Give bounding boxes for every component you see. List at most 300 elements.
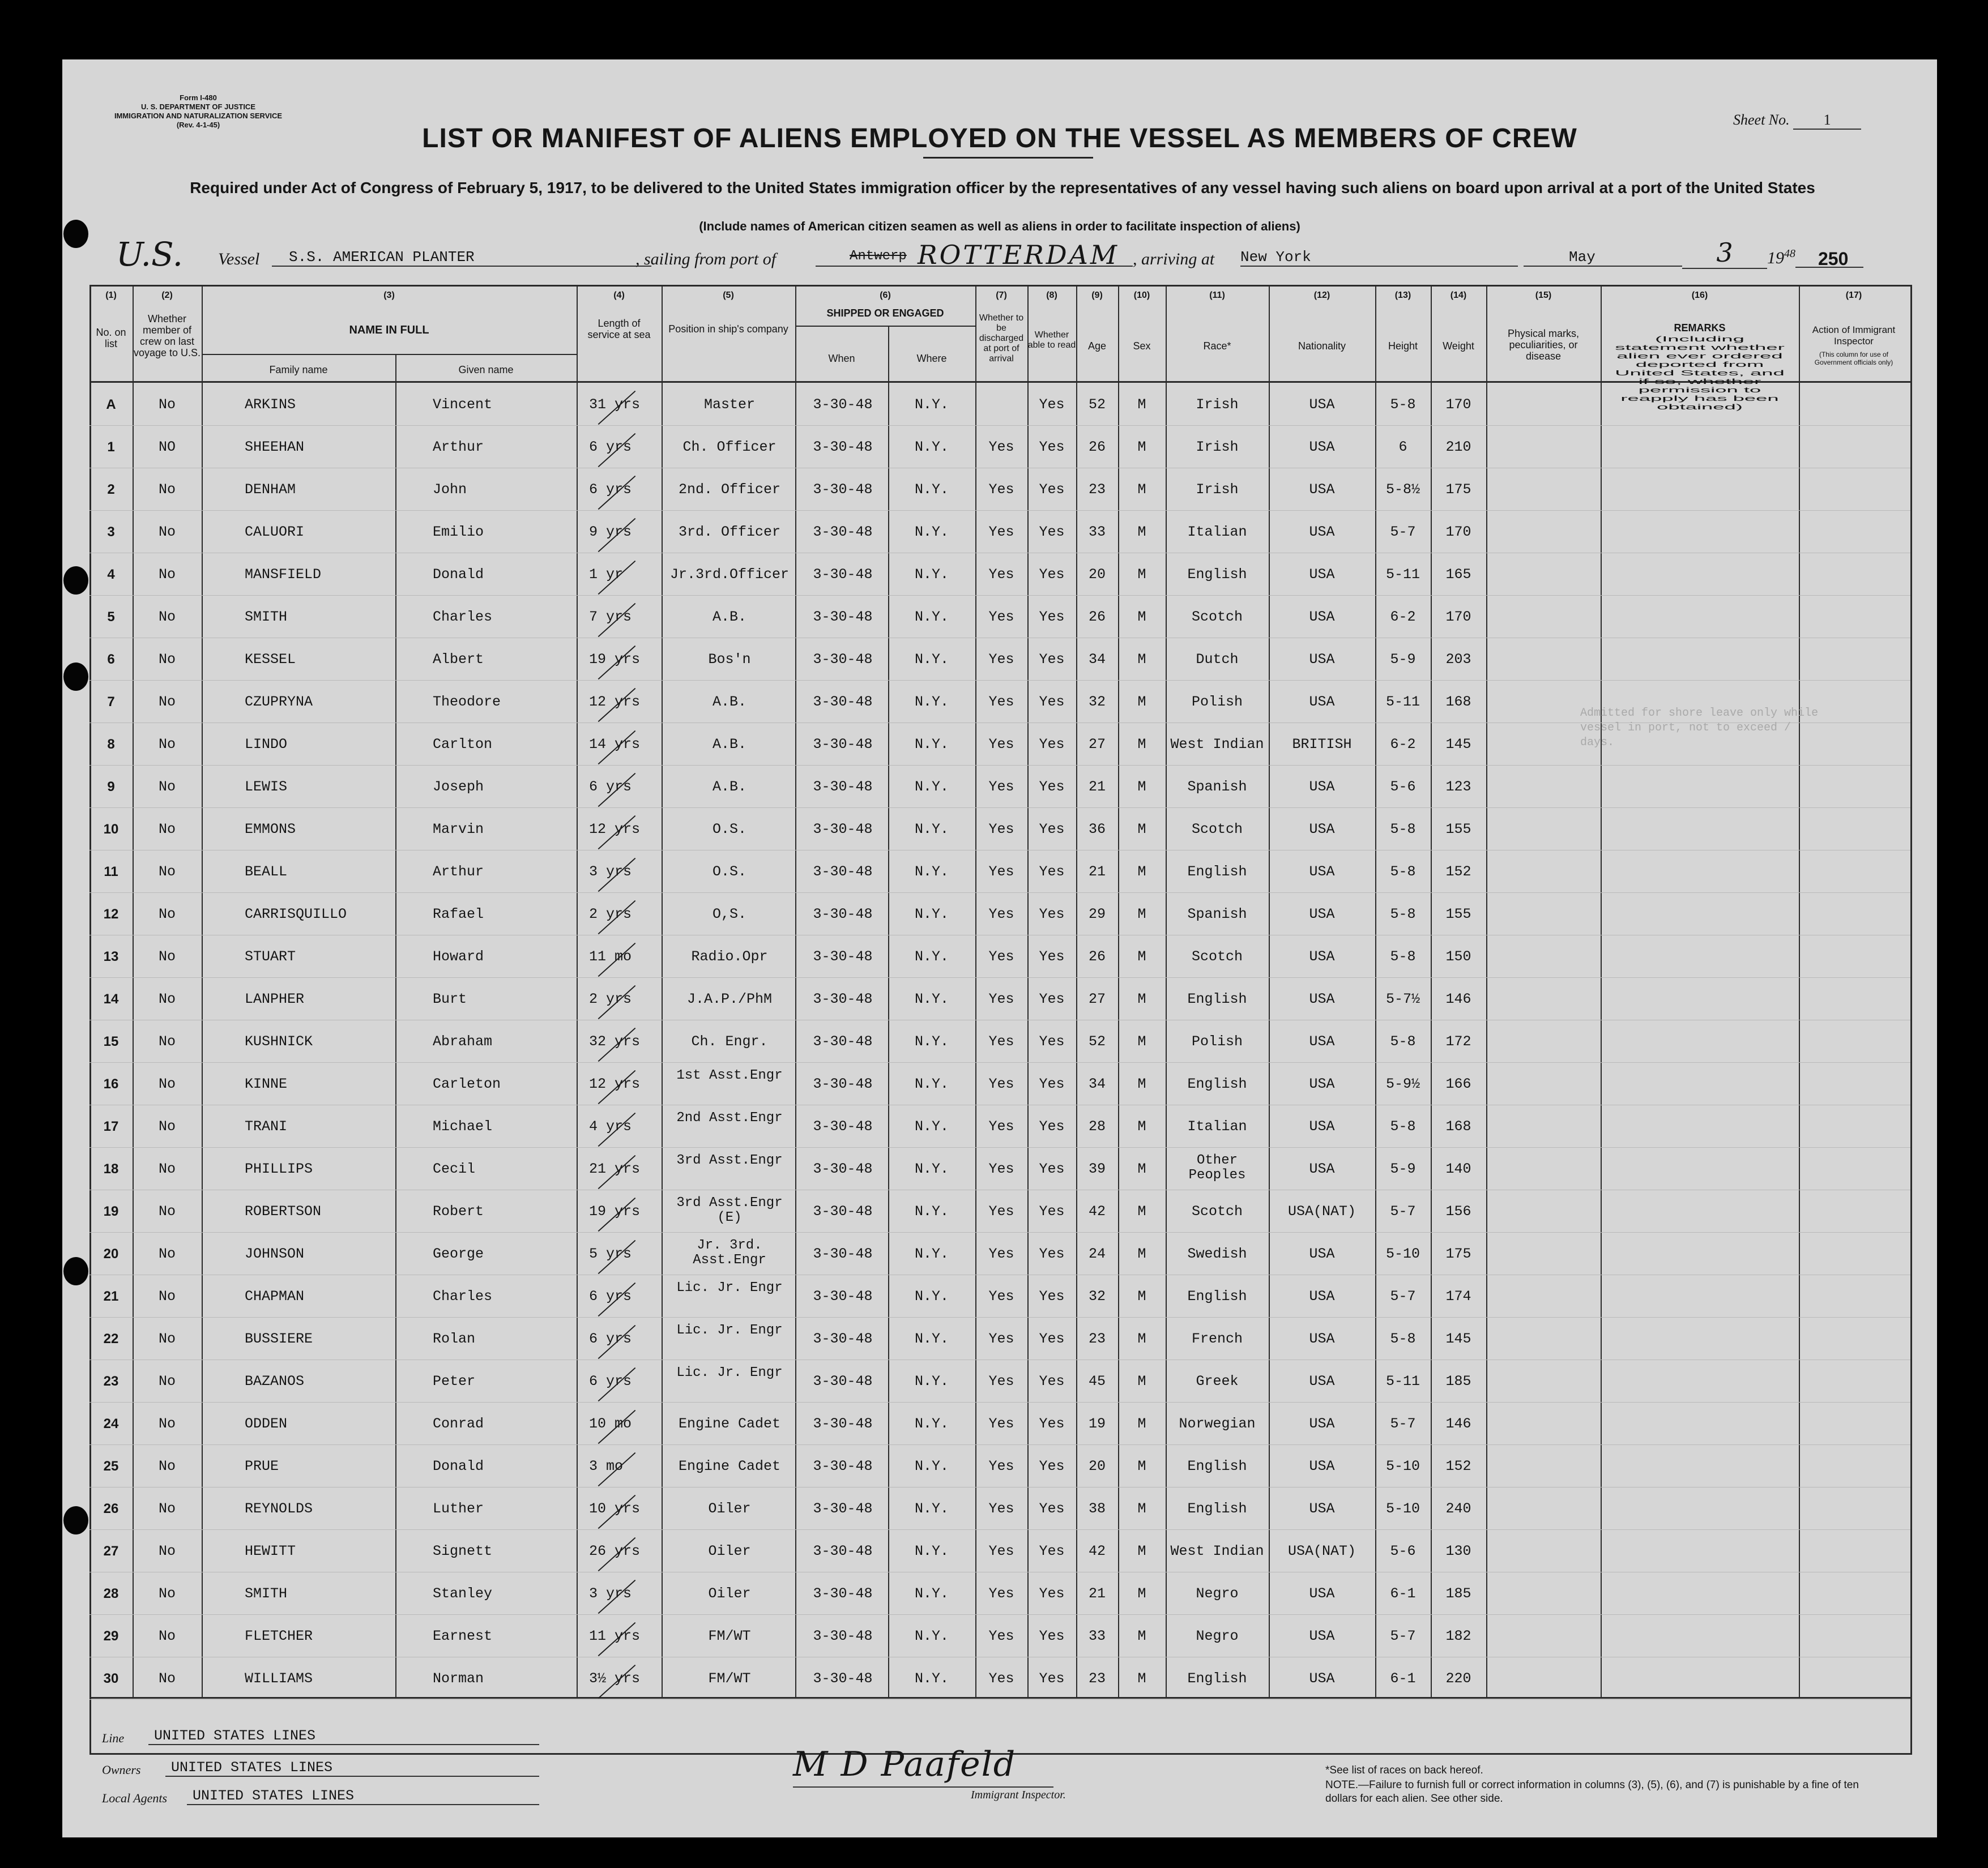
cell-where: N.Y.	[914, 566, 949, 583]
cell-discharged: Yes	[988, 439, 1014, 455]
cell-no: 25	[103, 1459, 119, 1474]
cell-discharged: Yes	[988, 524, 1014, 540]
cell-height: 5-9½	[1385, 1076, 1420, 1092]
col-rule	[1601, 285, 1602, 1698]
cell-nationality: USA	[1309, 439, 1335, 455]
cell-position: 1st Asst.Engr	[676, 1068, 783, 1083]
year-prefix: 19	[1767, 249, 1784, 267]
cell-no: 4	[107, 567, 115, 582]
cell-discharged: Yes	[988, 736, 1014, 753]
cell-no: 26	[103, 1501, 119, 1516]
cell-race: Scotch	[1191, 948, 1243, 965]
cell-nationality: USA	[1309, 821, 1335, 837]
cell-given: Signett	[433, 1543, 493, 1559]
cell-family: ROBERTSON	[245, 1203, 322, 1220]
fine-note: NOTE.—Failure to furnish full or correct information in columns (3), (5), (6), and (7) is punishable by a fine of ten dollars for each alien. See other side.	[1325, 1779, 1859, 1805]
cell-where: N.Y.	[914, 991, 949, 1007]
cell-where: N.Y.	[914, 396, 949, 413]
cell-age: 26	[1088, 439, 1106, 455]
header-action-detail: (This column for use of Government officials only)	[1814, 350, 1893, 366]
subtitle-note: (Include names of American citizen seamen as well as aliens in order to facilitate inspection of aliens)	[699, 219, 1300, 233]
cell-position: O.S.	[712, 864, 746, 880]
cell-when: 3-30-48	[813, 1416, 873, 1432]
cell-position: Ch. Officer	[682, 439, 777, 455]
cell-sex: M	[1137, 1288, 1146, 1305]
cell-service: 4 yrs	[589, 1118, 632, 1135]
cell-no: 17	[103, 1119, 119, 1134]
cell-nationality: USA	[1309, 1331, 1335, 1347]
cell-position: Oiler	[708, 1543, 751, 1559]
cell-given: Joseph	[433, 779, 484, 795]
cell-when: 3-30-48	[813, 1161, 873, 1177]
row-rule	[89, 1147, 1910, 1148]
cell-given: Burt	[433, 991, 467, 1007]
cell-service: 10 yrs	[589, 1501, 641, 1517]
cell-age: 42	[1088, 1543, 1106, 1559]
cell-read: Yes	[1039, 864, 1065, 880]
cell-read: Yes	[1039, 1331, 1065, 1347]
cell-discharged: Yes	[988, 991, 1014, 1007]
cell-crew: No	[158, 1585, 176, 1602]
row-rule	[89, 977, 1910, 978]
cell-service: 19 yrs	[589, 1203, 641, 1220]
header-sex: Sex	[1133, 340, 1151, 352]
header-name-in-full: NAME IN FULL	[349, 324, 429, 336]
cell-weight: 210	[1445, 439, 1471, 455]
cell-when: 3-30-48	[813, 439, 873, 455]
cell-when: 3-30-48	[813, 821, 873, 837]
cell-position: Bos'n	[708, 651, 751, 668]
cell-position: A.B.	[712, 609, 746, 625]
cell-read: Yes	[1039, 1373, 1065, 1390]
header-action-inspector: Action of Immigrant Inspector	[1812, 324, 1896, 347]
cell-when: 3-30-48	[813, 779, 873, 795]
cell-when: 3-30-48	[813, 948, 873, 965]
cell-read: Yes	[1039, 821, 1065, 837]
cell-read: Yes	[1039, 481, 1065, 498]
cell-sex: M	[1137, 1246, 1146, 1262]
manifest-sheet	[62, 59, 1937, 1837]
cell-sex: M	[1137, 1501, 1146, 1517]
cell-sex: M	[1137, 1118, 1146, 1135]
cell-sex: M	[1137, 439, 1146, 455]
cell-age: 39	[1088, 1161, 1106, 1177]
cell-no: 21	[103, 1289, 119, 1304]
row-rule	[89, 1402, 1910, 1403]
footer-owners-value: UNITED STATES LINES	[165, 1759, 539, 1777]
cell-given: Charles	[433, 609, 493, 625]
cell-race: English	[1187, 1288, 1247, 1305]
cell-race: Greek	[1196, 1373, 1239, 1390]
cell-position: Jr.3rd.Officer	[669, 566, 790, 583]
cell-sex: M	[1137, 864, 1146, 880]
cell-no: 15	[103, 1034, 119, 1049]
cell-height: 5-7	[1390, 524, 1416, 540]
cell-when: 3-30-48	[813, 1033, 873, 1050]
cell-family: WILLIAMS	[245, 1670, 313, 1687]
col-number: (11)	[1209, 290, 1225, 300]
cell-race: English	[1187, 1670, 1247, 1687]
cell-height: 5-7	[1390, 1416, 1416, 1432]
cell-family: CARRISQUILLO	[245, 906, 347, 922]
cell-crew: No	[158, 1246, 176, 1262]
cell-weight: 172	[1445, 1033, 1471, 1050]
cell-discharged: Yes	[988, 779, 1014, 795]
cell-service: 3 mo	[589, 1458, 624, 1474]
cell-height: 6-1	[1390, 1670, 1416, 1687]
cell-family: BUSSIERE	[245, 1331, 313, 1347]
cell-service: 10 mo	[589, 1416, 632, 1432]
arrival-day: 3	[1682, 237, 1767, 269]
cell-height: 6-2	[1390, 609, 1416, 625]
cell-family: KESSEL	[245, 651, 296, 668]
cell-height: 5-8	[1390, 1118, 1416, 1135]
cell-family: ARKINS	[245, 396, 296, 413]
cell-read: Yes	[1039, 1670, 1065, 1687]
cell-position: Jr. 3rd. Asst.Engr	[693, 1238, 766, 1268]
cell-no: 14	[103, 991, 119, 1007]
cell-service: 26 yrs	[589, 1543, 641, 1559]
cell-no: 9	[107, 779, 115, 794]
cell-race: Irish	[1196, 439, 1239, 455]
col-rule	[202, 285, 203, 1698]
cell-race: Irish	[1196, 481, 1239, 498]
cell-age: 52	[1088, 1033, 1106, 1050]
cell-age: 27	[1088, 736, 1106, 753]
cell-discharged: Yes	[988, 864, 1014, 880]
cell-family: BAZANOS	[245, 1373, 305, 1390]
cell-when: 3-30-48	[813, 1628, 873, 1644]
row-rule	[89, 510, 1910, 511]
cell-height: 5-8	[1390, 864, 1416, 880]
cell-given: Arthur	[433, 864, 484, 880]
cell-given: John	[433, 481, 467, 498]
cell-position: Master	[703, 396, 755, 413]
page-title: LIST OR MANIFEST OF ALIENS EMPLOYED ON THE VESSEL AS MEMBERS OF CREW	[422, 123, 1577, 153]
port-field	[816, 240, 1133, 270]
header-nationality: Nationality	[1298, 340, 1346, 352]
cell-position: 3rd. Officer	[678, 524, 781, 540]
cell-nationality: USA	[1309, 1628, 1335, 1644]
cell-given: Norman	[433, 1670, 484, 1687]
cell-when: 3-30-48	[813, 736, 873, 753]
cell-position: Oiler	[708, 1501, 751, 1517]
cell-position: Engine Cadet	[678, 1458, 781, 1474]
cell-height: 6	[1398, 439, 1407, 455]
cell-height: 5-10	[1385, 1458, 1420, 1474]
header-family-name: Family name	[269, 364, 328, 375]
cell-race: Polish	[1191, 1033, 1243, 1050]
row-rule	[89, 1529, 1910, 1530]
col-rule	[1486, 285, 1487, 1698]
handwritten-us: U.S.	[116, 235, 184, 273]
cell-sex: M	[1137, 1373, 1146, 1390]
cell-weight: 240	[1445, 1501, 1471, 1517]
cell-service: 6 yrs	[589, 1373, 632, 1390]
cell-sex: M	[1137, 524, 1146, 540]
cell-nationality: USA	[1309, 396, 1335, 413]
cell-where: N.Y.	[914, 1246, 949, 1262]
header-remarks-detail: (Including statement whether alien ever ordered deported from United States, and if so, whether permission to reapply has been obtained)	[1615, 335, 1785, 411]
cell-discharged: Yes	[988, 1458, 1014, 1474]
cell-where: N.Y.	[914, 1501, 949, 1517]
cell-service: 21 yrs	[589, 1161, 641, 1177]
cell-nationality: USA	[1309, 864, 1335, 880]
cell-no: 12	[103, 907, 119, 922]
cell-race: English	[1187, 864, 1247, 880]
cell-age: 45	[1088, 1373, 1106, 1390]
cell-position: 3rd Asst.Engr (E)	[676, 1195, 783, 1225]
col-number: (9)	[1091, 290, 1103, 300]
cell-when: 3-30-48	[813, 1118, 873, 1135]
cell-when: 3-30-48	[813, 1458, 873, 1474]
cell-age: 24	[1088, 1246, 1106, 1262]
port-handwritten: ROTTERDAM	[918, 240, 1119, 270]
cell-when: 3-30-48	[813, 864, 873, 880]
cell-discharged: Yes	[988, 1416, 1014, 1432]
cell-given: Carleton	[433, 1076, 501, 1092]
row-rule	[89, 680, 1910, 681]
cell-race: English	[1187, 1076, 1247, 1092]
cell-position: 2nd Asst.Engr	[676, 1110, 783, 1126]
col-number: (16)	[1691, 290, 1708, 300]
col-rule	[577, 285, 578, 1698]
cell-no: 11	[104, 864, 118, 879]
header-remarks: REMARKS	[1674, 322, 1726, 334]
cell-position: O,S.	[712, 906, 746, 922]
cell-sex: M	[1137, 481, 1146, 498]
cell-given: Carlton	[433, 736, 493, 753]
cell-nationality: USA	[1309, 906, 1335, 922]
cell-weight: 166	[1445, 1076, 1471, 1092]
cell-given: Rolan	[433, 1331, 476, 1347]
header-race: Race*	[1203, 340, 1231, 352]
col-number: (17)	[1845, 290, 1862, 300]
cell-discharged: Yes	[988, 694, 1014, 710]
cell-when: 3-30-48	[813, 1288, 873, 1305]
cell-sex: M	[1137, 736, 1146, 753]
row-rule	[89, 1699, 1910, 1700]
cell-discharged: Yes	[988, 1628, 1014, 1644]
cell-weight: 146	[1445, 991, 1471, 1007]
cell-when: 3-30-48	[813, 1373, 873, 1390]
cell-weight: 145	[1445, 1331, 1471, 1347]
cell-family: REYNOLDS	[245, 1501, 313, 1517]
cell-when: 3-30-48	[813, 1501, 873, 1517]
cell-age: 23	[1088, 481, 1106, 498]
cell-race: French	[1191, 1331, 1243, 1347]
cell-where: N.Y.	[914, 1543, 949, 1559]
footer-agents-value: UNITED STATES LINES	[187, 1788, 539, 1805]
cell-read: Yes	[1039, 1585, 1065, 1602]
cell-crew: No	[158, 1331, 176, 1347]
cell-service: 14 yrs	[589, 736, 641, 753]
cell-where: N.Y.	[914, 651, 949, 668]
cell-crew: No	[158, 566, 176, 583]
port-struck: Antwerp	[850, 249, 907, 264]
cell-discharged: Yes	[988, 1246, 1014, 1262]
cell-service: 12 yrs	[589, 694, 641, 710]
cell-where: N.Y.	[914, 779, 949, 795]
cell-service: 7 yrs	[589, 609, 632, 625]
cell-crew: No	[158, 821, 176, 837]
cell-discharged: Yes	[988, 948, 1014, 965]
cell-age: 21	[1088, 779, 1106, 795]
cell-sex: M	[1137, 651, 1146, 668]
cell-weight: 168	[1445, 1118, 1471, 1135]
row-rule	[89, 1614, 1910, 1615]
cell-crew: No	[158, 736, 176, 753]
cell-sex: M	[1137, 906, 1146, 922]
cell-crew: No	[158, 1203, 176, 1220]
cell-when: 3-30-48	[813, 694, 873, 710]
cell-age: 38	[1088, 1501, 1106, 1517]
cell-nationality: USA	[1309, 1118, 1335, 1135]
cell-service: 3 yrs	[589, 864, 632, 880]
cell-no: 22	[103, 1331, 119, 1347]
cell-read: Yes	[1039, 396, 1065, 413]
cell-nationality: USA	[1309, 1161, 1335, 1177]
cell-crew: No	[158, 1373, 176, 1390]
cell-nationality: USA	[1309, 609, 1335, 625]
cell-race: Spanish	[1187, 779, 1247, 795]
cell-family: PRUE	[245, 1458, 279, 1474]
cell-family: LEWIS	[245, 779, 288, 795]
cell-when: 3-30-48	[813, 1076, 873, 1092]
cell-crew: No	[158, 694, 176, 710]
cell-crew: No	[158, 1501, 176, 1517]
cell-read: Yes	[1039, 1076, 1065, 1092]
cell-given: Abraham	[433, 1033, 493, 1050]
cell-crew: NO	[158, 439, 176, 455]
punch-hole	[63, 1506, 88, 1534]
sheet-value: 1	[1793, 112, 1861, 130]
cell-weight: 155	[1445, 906, 1471, 922]
cell-height: 5-11	[1385, 1373, 1420, 1390]
cell-position: Ch. Engr.	[691, 1033, 768, 1050]
header-weight: Weight	[1443, 340, 1474, 352]
cell-where: N.Y.	[914, 864, 949, 880]
cell-race: Other Peoples	[1188, 1153, 1246, 1183]
cell-read: Yes	[1039, 948, 1065, 965]
arrival-month: May	[1524, 249, 1682, 267]
cell-family: SMITH	[245, 1585, 288, 1602]
cell-when: 3-30-48	[813, 1331, 873, 1347]
header-crew-last-voyage: Whether member of crew on last voyage to U.S.	[133, 313, 201, 358]
cell-weight: 155	[1445, 821, 1471, 837]
cell-crew: No	[158, 1543, 176, 1559]
cell-where: N.Y.	[914, 1458, 949, 1474]
cell-discharged: Yes	[988, 609, 1014, 625]
cell-given: Cecil	[433, 1161, 476, 1177]
row-rule	[89, 1317, 1910, 1318]
cell-family: EMMONS	[245, 821, 296, 837]
row-rule	[89, 1232, 1910, 1233]
sheet-label: Sheet No.	[1733, 112, 1790, 128]
cell-service: 6 yrs	[589, 779, 632, 795]
cell-family: HEWITT	[245, 1543, 296, 1559]
header-when: When	[828, 353, 855, 364]
cell-age: 34	[1088, 1076, 1106, 1092]
cell-read: Yes	[1039, 1501, 1065, 1517]
cell-race: English	[1187, 991, 1247, 1007]
col-number: (3)	[383, 290, 395, 300]
cell-read: Yes	[1039, 609, 1065, 625]
cell-position: O.S.	[712, 821, 746, 837]
cell-crew: No	[158, 1670, 176, 1687]
cell-discharged: Yes	[988, 1543, 1014, 1559]
cell-no: 20	[103, 1246, 119, 1262]
cell-service: 12 yrs	[589, 821, 641, 837]
row-rule	[89, 1062, 1910, 1063]
cell-where: N.Y.	[914, 1076, 949, 1092]
cell-discharged: Yes	[988, 1033, 1014, 1050]
cell-height: 5-7	[1390, 1628, 1416, 1644]
cell-age: 20	[1088, 566, 1106, 583]
cell-no: 13	[103, 949, 119, 964]
cell-weight: 220	[1445, 1670, 1471, 1687]
col-number: (2)	[161, 290, 173, 300]
cell-given: Stanley	[433, 1585, 493, 1602]
cell-when: 3-30-48	[813, 991, 873, 1007]
cell-age: 52	[1088, 396, 1106, 413]
cell-discharged: Yes	[988, 1331, 1014, 1347]
cell-crew: No	[158, 991, 176, 1007]
cell-sex: M	[1137, 566, 1146, 583]
cell-weight: 170	[1445, 524, 1471, 540]
cell-weight: 140	[1445, 1161, 1471, 1177]
cell-race: English	[1187, 1501, 1247, 1517]
footer-line-label: Line	[102, 1731, 125, 1745]
cell-crew: No	[158, 1033, 176, 1050]
cell-weight: 145	[1445, 736, 1471, 753]
cell-when: 3-30-48	[813, 609, 873, 625]
cell-position: FM/WT	[708, 1670, 751, 1687]
cell-height: 5-7	[1390, 1288, 1416, 1305]
cell-when: 3-30-48	[813, 1670, 873, 1687]
cell-given: Emilio	[433, 524, 484, 540]
cell-race: Dutch	[1196, 651, 1239, 668]
cell-no: 6	[107, 652, 115, 667]
row-rule	[89, 1444, 1910, 1445]
cell-height: 5-11	[1385, 694, 1420, 710]
cell-height: 5-8	[1390, 1033, 1416, 1050]
cell-service: 6 yrs	[589, 1331, 632, 1347]
cell-service: 2 yrs	[589, 906, 632, 922]
cell-no: 2	[107, 482, 115, 497]
cell-sex: M	[1137, 1331, 1146, 1347]
arriving-label: , arriving at	[1133, 250, 1215, 268]
signature-line	[793, 1786, 1053, 1788]
cell-nationality: USA(NAT)	[1287, 1203, 1356, 1220]
cell-race: Irish	[1196, 396, 1239, 413]
cell-sex: M	[1137, 1585, 1146, 1602]
col-number: (5)	[723, 290, 734, 300]
cell-nationality: USA	[1309, 524, 1335, 540]
cell-age: 34	[1088, 651, 1106, 668]
shipped-subheader-rule	[795, 326, 975, 327]
cell-when: 3-30-48	[813, 651, 873, 668]
cell-service: 5 yrs	[589, 1246, 632, 1262]
cell-weight: 170	[1445, 396, 1471, 413]
cell-height: 5-8½	[1385, 481, 1420, 498]
cell-weight: 150	[1445, 948, 1471, 965]
cell-read: Yes	[1039, 1628, 1065, 1644]
cell-race: Swedish	[1187, 1246, 1247, 1262]
cell-crew: No	[158, 609, 176, 625]
cell-height: 5-9	[1390, 651, 1416, 668]
cell-nationality: USA	[1309, 694, 1335, 710]
